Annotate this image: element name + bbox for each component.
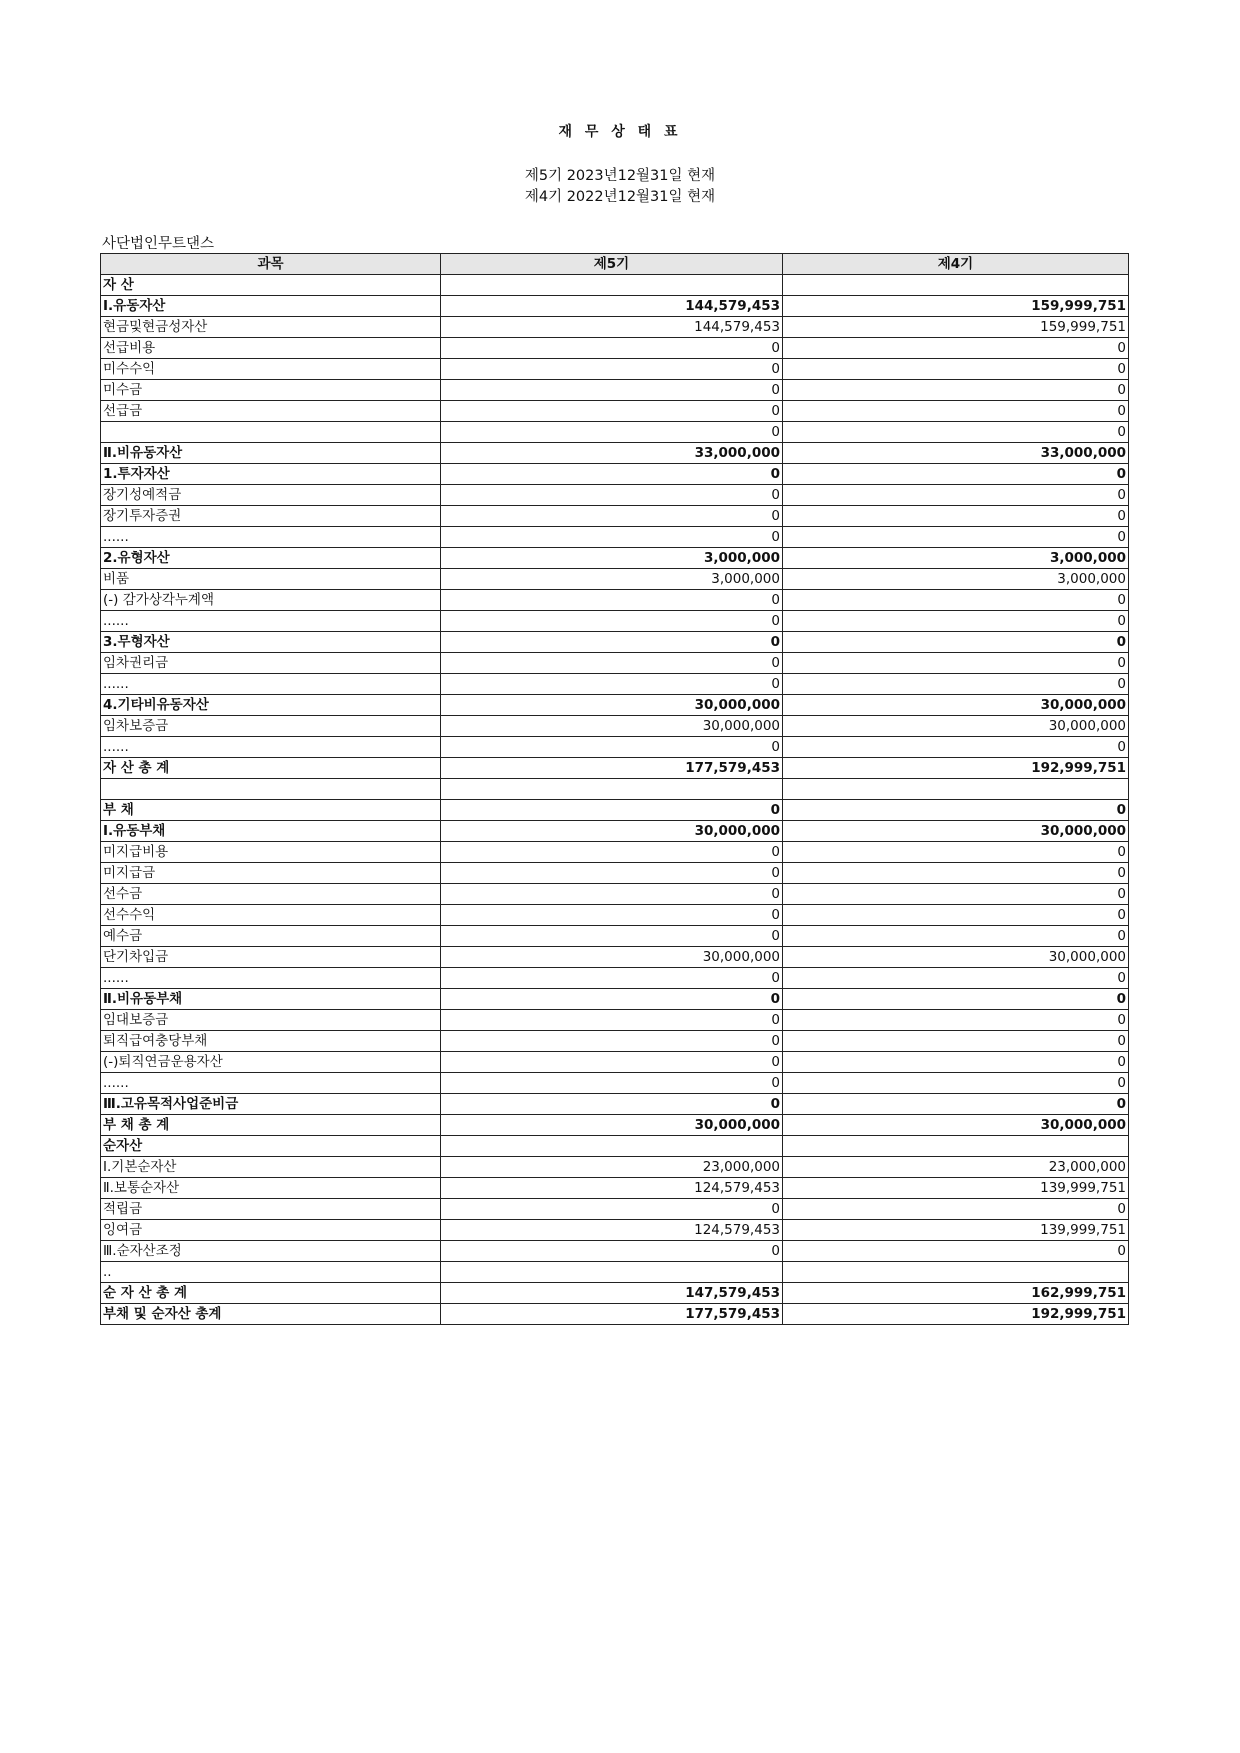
amount-prior: 0: [783, 422, 1129, 443]
amount-current: 0: [441, 905, 783, 926]
table-row: [101, 1052, 1129, 1073]
amount-prior: 0: [783, 1094, 1129, 1115]
table-row: [101, 779, 1129, 800]
table-row: [101, 1073, 1129, 1094]
amount-current: 0: [441, 1199, 783, 1220]
table-row: [101, 1010, 1129, 1031]
account-label: Ⅰ.유동부채: [101, 821, 441, 842]
amount-prior: 0: [783, 968, 1129, 989]
amount-prior: 0: [783, 1052, 1129, 1073]
table-row: [101, 716, 1129, 737]
table-row: [101, 1136, 1129, 1157]
table-row: [101, 506, 1129, 527]
account-label: ......: [101, 611, 441, 632]
amount-current: 124,579,453: [441, 1220, 783, 1241]
account-label: ......: [101, 968, 441, 989]
account-label: Ⅰ.유동자산: [101, 296, 441, 317]
amount-prior: 0: [783, 590, 1129, 611]
amount-current: [441, 275, 783, 296]
account-label: 선급비용: [101, 338, 441, 359]
amount-prior: 0: [783, 989, 1129, 1010]
amount-current: 0: [441, 1094, 783, 1115]
amount-current: 33,000,000: [441, 443, 783, 464]
amount-prior: 30,000,000: [783, 821, 1129, 842]
amount-prior: 0: [783, 884, 1129, 905]
account-label: Ⅱ.비유동자산: [101, 443, 441, 464]
amount-current: 0: [441, 1052, 783, 1073]
table-row: [101, 884, 1129, 905]
amount-prior: 0: [783, 611, 1129, 632]
amount-current: 0: [441, 800, 783, 821]
account-label: 순자산: [101, 1136, 441, 1157]
amount-current: 0: [441, 422, 783, 443]
account-label: 1.투자자산: [101, 464, 441, 485]
header-row: [101, 254, 1129, 275]
account-label: 부 채: [101, 800, 441, 821]
account-label: ......: [101, 1073, 441, 1094]
account-label: 미수금: [101, 380, 441, 401]
amount-prior: 0: [783, 1199, 1129, 1220]
amount-current: 144,579,453: [441, 317, 783, 338]
amount-current: 0: [441, 464, 783, 485]
table-row: [101, 674, 1129, 695]
table-row: [101, 275, 1129, 296]
table-row: [101, 1199, 1129, 1220]
header-prior-period: 제4기: [783, 254, 1129, 275]
amount-prior: [783, 1136, 1129, 1157]
table-row: [101, 1115, 1129, 1136]
amount-current: 144,579,453: [441, 296, 783, 317]
account-label: 장기성예적금: [101, 485, 441, 506]
amount-prior: [783, 275, 1129, 296]
table-row: [101, 968, 1129, 989]
amount-current: 0: [441, 926, 783, 947]
amount-current: [441, 1262, 783, 1283]
table-row: [101, 401, 1129, 422]
account-label: 미지급금: [101, 863, 441, 884]
account-label: 잉여금: [101, 1220, 441, 1241]
amount-prior: 3,000,000: [783, 569, 1129, 590]
amount-prior: [783, 779, 1129, 800]
amount-prior: 0: [783, 338, 1129, 359]
amount-current: 0: [441, 884, 783, 905]
amount-current: 0: [441, 359, 783, 380]
amount-current: 0: [441, 590, 783, 611]
amount-prior: 159,999,751: [783, 296, 1129, 317]
amount-prior: [783, 1262, 1129, 1283]
table-row: [101, 548, 1129, 569]
amount-prior: 30,000,000: [783, 695, 1129, 716]
account-label: 순 자 산 총 계: [101, 1283, 441, 1304]
amount-current: 0: [441, 632, 783, 653]
account-label: 2.유형자산: [101, 548, 441, 569]
amount-prior: 0: [783, 464, 1129, 485]
account-label: Ⅲ.고유목적사업준비금: [101, 1094, 441, 1115]
account-label: 현금및현금성자산: [101, 317, 441, 338]
amount-current: 0: [441, 653, 783, 674]
amount-prior: 0: [783, 653, 1129, 674]
amount-prior: 162,999,751: [783, 1283, 1129, 1304]
table-row: [101, 863, 1129, 884]
amount-current: 147,579,453: [441, 1283, 783, 1304]
amount-prior: 0: [783, 737, 1129, 758]
table-row: [101, 611, 1129, 632]
table-row: [101, 1157, 1129, 1178]
amount-prior: 33,000,000: [783, 443, 1129, 464]
table-header: [101, 254, 1129, 275]
account-label: ......: [101, 737, 441, 758]
amount-prior: 0: [783, 1073, 1129, 1094]
amount-current: 0: [441, 737, 783, 758]
table-row: [101, 758, 1129, 779]
amount-prior: 0: [783, 905, 1129, 926]
amount-current: 0: [441, 506, 783, 527]
account-label: ......: [101, 674, 441, 695]
period-current: 제5기 2023년12월31일 현재: [524, 168, 716, 184]
amount-current: 0: [441, 1010, 783, 1031]
account-label: 자 산: [101, 275, 441, 296]
amount-prior: 192,999,751: [783, 758, 1129, 779]
account-label: Ⅲ.순자산조정: [101, 1241, 441, 1262]
account-label: [101, 422, 441, 443]
account-label: 임대보증금: [101, 1010, 441, 1031]
amount-prior: 30,000,000: [783, 716, 1129, 737]
account-label: Ⅰ.기본순자산: [101, 1157, 441, 1178]
amount-current: 0: [441, 674, 783, 695]
account-label: 임차권리금: [101, 653, 441, 674]
amount-prior: 30,000,000: [783, 1115, 1129, 1136]
amount-current: 0: [441, 989, 783, 1010]
account-label: 단기차입금: [101, 947, 441, 968]
amount-current: 0: [441, 968, 783, 989]
amount-current: 30,000,000: [441, 1115, 783, 1136]
table-row: [101, 1262, 1129, 1283]
amount-prior: 0: [783, 842, 1129, 863]
amount-current: 0: [441, 1031, 783, 1052]
account-label: 퇴직급여충당부채: [101, 1031, 441, 1052]
account-label: (-) 감가상각누계액: [101, 590, 441, 611]
account-label: 임차보증금: [101, 716, 441, 737]
table-row: [101, 1178, 1129, 1199]
account-label: ..: [101, 1262, 441, 1283]
table-row: [101, 800, 1129, 821]
amount-current: 0: [441, 1241, 783, 1262]
table-row: [101, 632, 1129, 653]
amount-current: 0: [441, 401, 783, 422]
amount-current: 0: [441, 1073, 783, 1094]
amount-prior: 0: [783, 527, 1129, 548]
account-label: 장기투자증권: [101, 506, 441, 527]
table-row: [101, 947, 1129, 968]
amount-prior: 0: [783, 401, 1129, 422]
amount-prior: 3,000,000: [783, 548, 1129, 569]
table-row: [101, 422, 1129, 443]
table-row: [101, 989, 1129, 1010]
amount-current: 0: [441, 611, 783, 632]
account-label: 적립금: [101, 1199, 441, 1220]
table-row: [101, 1031, 1129, 1052]
amount-prior: 192,999,751: [783, 1304, 1129, 1325]
amount-current: 30,000,000: [441, 716, 783, 737]
account-label: 예수금: [101, 926, 441, 947]
table-row: [101, 737, 1129, 758]
account-label: 4.기타비유동자산: [101, 695, 441, 716]
table-row: [101, 296, 1129, 317]
table-row: [101, 1220, 1129, 1241]
account-label: 자 산 총 계: [101, 758, 441, 779]
account-label: Ⅱ.보통순자산: [101, 1178, 441, 1199]
document-title: 재 무 상 태 표: [558, 124, 682, 140]
account-label: 3.무형자산: [101, 632, 441, 653]
amount-current: [441, 1136, 783, 1157]
header-current-period: 제5기: [441, 254, 783, 275]
amount-current: 23,000,000: [441, 1157, 783, 1178]
account-label: 부 채 총 계: [101, 1115, 441, 1136]
table-row: [101, 359, 1129, 380]
amount-current: 30,000,000: [441, 695, 783, 716]
amount-prior: 0: [783, 863, 1129, 884]
amount-prior: 0: [783, 674, 1129, 695]
table-row: [101, 926, 1129, 947]
amount-current: 30,000,000: [441, 821, 783, 842]
organization-name: 사단법인무트댄스: [102, 236, 215, 252]
table-body: [101, 275, 1129, 1325]
amount-current: 30,000,000: [441, 947, 783, 968]
table-row: [101, 821, 1129, 842]
table-row: [101, 653, 1129, 674]
table-row: [101, 380, 1129, 401]
amount-current: 124,579,453: [441, 1178, 783, 1199]
table-row: [101, 1304, 1129, 1325]
amount-prior: 0: [783, 926, 1129, 947]
table-row: [101, 1094, 1129, 1115]
amount-prior: 0: [783, 1241, 1129, 1262]
account-label: 미수수익: [101, 359, 441, 380]
amount-current: 0: [441, 863, 783, 884]
account-label: 선수금: [101, 884, 441, 905]
account-label: 비품: [101, 569, 441, 590]
amount-prior: 0: [783, 506, 1129, 527]
amount-prior: 0: [783, 1010, 1129, 1031]
account-label: 미지급비용: [101, 842, 441, 863]
amount-current: 0: [441, 842, 783, 863]
account-label: [101, 779, 441, 800]
balance-sheet-table: [100, 253, 1129, 1325]
amount-current: 3,000,000: [441, 569, 783, 590]
amount-prior: 0: [783, 485, 1129, 506]
account-label: 선급금: [101, 401, 441, 422]
table-row: [101, 1241, 1129, 1262]
amount-prior: 0: [783, 632, 1129, 653]
table-row: [101, 1283, 1129, 1304]
table-row: [101, 338, 1129, 359]
account-label: 부채 및 순자산 총계: [101, 1304, 441, 1325]
amount-current: 0: [441, 485, 783, 506]
table-row: [101, 443, 1129, 464]
table-row: [101, 527, 1129, 548]
amount-current: 3,000,000: [441, 548, 783, 569]
amount-prior: 159,999,751: [783, 317, 1129, 338]
amount-current: 0: [441, 380, 783, 401]
amount-current: 177,579,453: [441, 758, 783, 779]
period-prior: 제4기 2022년12월31일 현재: [524, 189, 716, 205]
table-row: [101, 569, 1129, 590]
amount-prior: 0: [783, 380, 1129, 401]
table-row: [101, 317, 1129, 338]
amount-current: 0: [441, 338, 783, 359]
table-row: [101, 485, 1129, 506]
table-row: [101, 695, 1129, 716]
amount-current: 177,579,453: [441, 1304, 783, 1325]
amount-prior: 23,000,000: [783, 1157, 1129, 1178]
table-row: [101, 905, 1129, 926]
amount-current: [441, 779, 783, 800]
table-row: [101, 590, 1129, 611]
amount-prior: 30,000,000: [783, 947, 1129, 968]
amount-current: 0: [441, 527, 783, 548]
amount-prior: 0: [783, 359, 1129, 380]
account-label: (-)퇴직연금운용자산: [101, 1052, 441, 1073]
amount-prior: 139,999,751: [783, 1220, 1129, 1241]
account-label: 선수수익: [101, 905, 441, 926]
table-row: [101, 464, 1129, 485]
amount-prior: 0: [783, 1031, 1129, 1052]
header-account: 과목: [101, 254, 441, 275]
table-row: [101, 842, 1129, 863]
account-label: Ⅱ.비유동부채: [101, 989, 441, 1010]
account-label: ......: [101, 527, 441, 548]
amount-prior: 0: [783, 800, 1129, 821]
amount-prior: 139,999,751: [783, 1178, 1129, 1199]
